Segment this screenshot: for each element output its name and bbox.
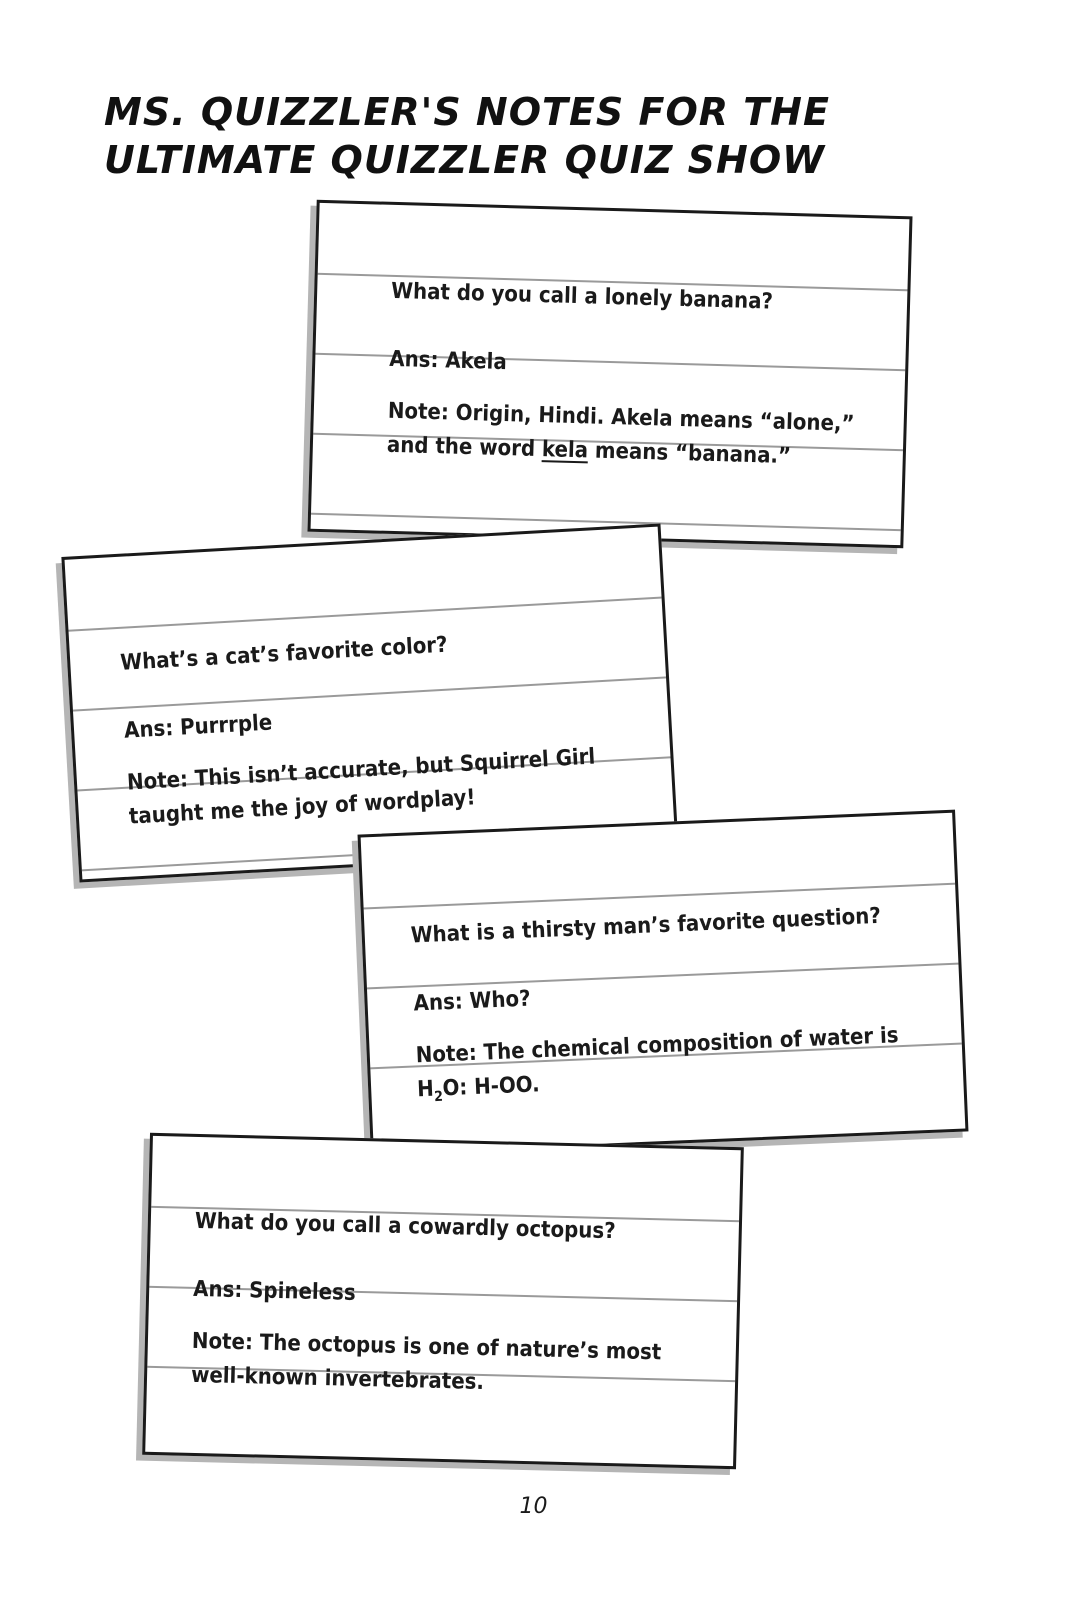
- card-note: [415, 1018, 924, 1115]
- card-question: What’s a cat’s favorite color?: [119, 632, 449, 676]
- card-note-underlined-word: kela: [541, 437, 589, 464]
- card-answer: Ans: Spineless: [192, 1276, 356, 1306]
- card-note: [386, 395, 864, 476]
- card-note-subscript: 2: [433, 1088, 444, 1106]
- card-note-text: Note: The chemical composition of water is H: [415, 1023, 900, 1103]
- card-note-text: Note: Origin, Hindi. Akela means “alone,” and the word: [386, 398, 855, 463]
- card-question: What is a thirsty man’s favorite question?: [410, 903, 882, 949]
- page-number: 10: [519, 1494, 548, 1519]
- page-heading: [104, 88, 964, 184]
- card-answer: Ans: Purrrple: [123, 710, 273, 744]
- card-note: Note: The octopus is one of nature’s most well-known invertebrates.: [190, 1328, 662, 1396]
- card-answer: Ans: Akela: [388, 346, 508, 376]
- heading-line-1: MS. QUIZZLER'S NOTES FOR THE: [104, 90, 830, 134]
- index-card-cowardly-octopus: [142, 1133, 744, 1469]
- heading-line-2: ULTIMATE QUIZZLER QUIZ SHOW: [104, 138, 826, 182]
- card-note: Note: This isn’t accurate, but Squirrel Girl taught me the joy of wordplay!: [126, 744, 596, 830]
- card-answer: Ans: Who?: [413, 986, 532, 1017]
- card-note-text-end: means “banana.”: [587, 438, 792, 470]
- card-question: What do you call a cowardly octopus?: [194, 1208, 616, 1245]
- card-note-text-end: O: H-OO.: [442, 1072, 541, 1102]
- card-question: What do you call a lonely banana?: [390, 278, 774, 315]
- index-card-thirsty-man: [358, 810, 969, 1157]
- card-text: [410, 900, 924, 1114]
- card-text: [386, 277, 867, 476]
- card-text: [120, 621, 634, 835]
- index-card-lonely-banana: [307, 200, 912, 549]
- card-text: [191, 1207, 699, 1405]
